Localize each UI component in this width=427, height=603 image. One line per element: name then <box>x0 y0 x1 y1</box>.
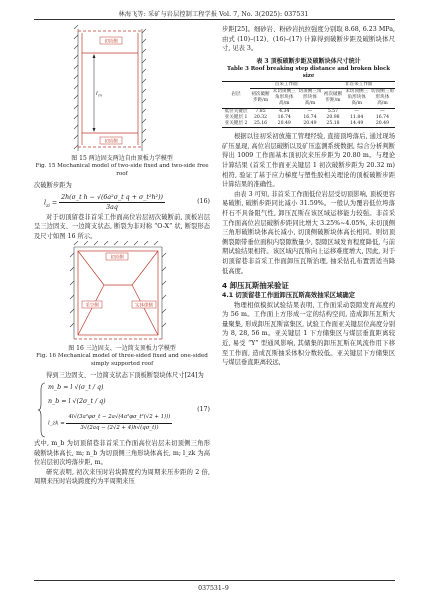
eq16-numerator: 2h(σ_t h − √(6a²σ_t q + σ_t²h²)) <box>59 193 165 204</box>
eq17-line2: n_b = l √(2σ_t / q) <box>48 397 106 405</box>
fig16-label-right: 实体煤侧 <box>135 303 153 309</box>
table3-cell: 25.16 <box>250 121 271 128</box>
table3-cell: 20.49 <box>370 121 395 128</box>
eq17-line3-denominator: 3√(2aq − (2√2 + 4)h√(qσ_t)) <box>80 424 159 431</box>
table3-cell: 低位关键层 <box>222 108 250 115</box>
table3-cell: 16.74 <box>375 114 390 120</box>
table3-col-header: 切顶侧三角形块体高/m <box>298 88 322 107</box>
fig16-label-top: 切顶侧 <box>110 255 124 261</box>
table3-cell: 5.57 <box>322 108 343 115</box>
eq17-line3-lhs: l_zk = <box>48 420 65 427</box>
paragraph-where: 式中, m_b 为切顶留巷非首采工作面高位岩层未切顶侧三角形破断块体高长, m; n_b 为切顶侧三角形块体高长, m; l_zk 为高位岩层初次垮落步距, m。 <box>34 439 210 467</box>
paragraph-block-size: 得到三边固支、一边简支状态下顶板断裂块体尺寸[24]为 <box>46 372 204 380</box>
table3-cell: 11.84 <box>350 114 364 120</box>
table3-cell: 20.49 <box>297 121 322 128</box>
section-4-1-heading: 4.1 切顶留巷工作面卸压瓦斯高效抽采区域确定 <box>222 292 355 300</box>
page-number: 037531–9 <box>198 585 229 592</box>
table3-cell: 16.74 <box>303 114 317 120</box>
table3-caption-cn: 表 3 顶板破断步距及破断块体尺寸统计 <box>256 57 361 65</box>
table3-cell: — <box>297 108 322 115</box>
table3-col-header: 未切顶侧三角形块体高/m <box>345 88 369 107</box>
table3-col-header: 初次破断步距/m <box>323 92 343 104</box>
paragraph-validation: 根据以往初采初放施工管理经验, 直接顶垮落后, 通过现场矿压显现, 高位岩层破断以及矿压监测系统数据, 综合分析判断得出 1009 工作面基本顶初次来压步距为 20.80 m。与理论计算结果 (首采工作面亚关键层 1 初次破断步距为 20.32 m) 相符, 验证了基于应力梯度与塑性胶相关理论的顶板破断步距计算结果的准确性。 <box>222 133 395 189</box>
paragraph-initial-break: 对于切顶留巷非首采工作面高位岩层初次破断前, 顶板岩层呈三边固支、一边简支状态, 断裂为非对称 “O-X” 状, 断裂形态及尺寸如图 16 所示。 <box>34 213 210 240</box>
fig16-caption-cn: 图 16 三边固支、一边简支顶板力学模型 <box>68 345 176 353</box>
equation-16: $l_{zi}$ = $\frac{\text{2h(σ\_t h − √(6a²σ\_t q + σ\_t²h²))}}{3aq}$ (16) <box>44 193 210 212</box>
fig15-caption-cn: 图 15 两边固支两边自由顶板力学模型 <box>71 155 173 162</box>
table3-rowhead: 岩层 <box>222 81 250 108</box>
table3-cell: 14.49 <box>344 121 370 128</box>
fig15-label-lm-sub: m <box>98 92 103 98</box>
eq17-line1: m_b = l √(σ_t / q) <box>48 383 104 391</box>
eq16-fraction <box>59 193 165 213</box>
equation-17 <box>34 381 210 439</box>
paragraph-research: 研究表明, 初次来压时岩块跨度约为周期来压步距的 2 倍, 周期来压时岩块跨度约为平周期来压 <box>34 468 210 486</box>
fig16-diagram <box>34 241 210 345</box>
table-3 <box>222 81 395 128</box>
eq17-brace <box>38 382 46 438</box>
running-header: 林海飞等: 采矿与岩层控制工程学报 Vol. 7, No. 3(2025): 037531 <box>118 11 309 18</box>
eq16-number: (16) <box>197 197 210 205</box>
header-rule <box>34 19 395 20</box>
left-column <box>34 25 210 487</box>
footer-rule <box>34 580 395 581</box>
figure-16 <box>34 241 210 345</box>
fig15-label-bottom: 切顶侧 <box>104 139 118 145</box>
fig16-caption-en: Fig. 16 Mechanical model of three-sided fixed and one-sided simply supported roof <box>36 353 208 367</box>
table3-cell: 20.32 <box>253 114 268 120</box>
table3-cell: 16.74 <box>277 114 291 120</box>
section-4-heading: 4 卸压瓦斯抽采验证 <box>222 281 289 291</box>
fig15-label-lm: l <box>96 91 98 97</box>
paragraph-table-analysis: 由表 3 可知, 非首采工作面低位岩层受切顶影响, 顶板更容易破断, 破断步距同比减小 31.59%。一般认为覆岩低位垮落杆石不具备阻气性, 卸压瓦斯在该区域运移能力较强。非首采工作面高位岩层破断步距同比增大 3.25%~4.05%, 未切顶侧三角形破断块体高长减小, 切顶侧破断块体高长相同。则切顶侧裂隙带垂位面积内裂隙数量少, 裂隙区域发育程度降低, 与前期试验结果相符。该区域内瓦斯向上运移难度增大, 因此, 对于切顶留巷非首采工作面卸压瓦斯治理, 抽采钻孔布置需适当降低高度。 <box>222 190 395 275</box>
eq16-denominator: 3aq <box>106 204 118 212</box>
figure-15 <box>34 25 210 155</box>
table-row <box>222 121 395 128</box>
table3-col-header: 切顶侧三角形块体高/m <box>370 88 394 107</box>
eq16-lhs: l <box>44 199 47 207</box>
table3-group-nonfirst: 非首采工作面 <box>322 81 395 88</box>
table3-cell: 4.34 <box>271 108 297 115</box>
right-column <box>222 25 395 368</box>
table3-cell: — <box>344 108 370 115</box>
table3-col-header: 初次破断步距/m <box>251 92 270 104</box>
fig15-label-top: 切顶侧 <box>104 39 118 45</box>
fig16-label-left: 采空侧 <box>85 303 99 309</box>
table3-group-first: 首采工作面 <box>250 81 322 88</box>
table3-cell: 20.98 <box>326 114 340 120</box>
text-second-break: 次破断步距为 <box>34 182 72 189</box>
table3-col-header: 未切顶侧三角形块体高/m <box>272 88 296 107</box>
table3-cell: 7.85 <box>250 108 271 115</box>
table3-cell: 亚关键层 1 <box>224 114 248 120</box>
eq17-line3-fraction <box>66 413 172 433</box>
table-row <box>222 108 395 115</box>
table3-cell: — <box>370 108 395 115</box>
eq17-number: (17) <box>197 405 210 413</box>
paragraph-simulation: 物理相似模拟试验结果表明, 工作面采动裂隙发育高度约为 56 m。工作面上方形成一定的结构空间, 造成卸压瓦斯大量聚集, 形成卸压瓦斯富集区, 试验工作面亚关键层位高度分别为 8, 28, 56 m。亚关键层 1 下方储集区与煤层垂直距离较近, 易受 “Y” 型通风影响, 其储集的卸压瓦斯在风流作用下移至工作面, 造成瓦斯抽采体积分数较低。亚关键层下方储集区与煤层垂直距离较远, <box>222 301 395 367</box>
table3-cell: 亚关键层 2 <box>222 121 250 128</box>
fig15-diagram <box>34 25 210 155</box>
eq17-line3-numerator: 4l√(3a²φσ_t − 2a√(4a²φσ_t²(√2 + 1))) <box>66 413 172 424</box>
table3-cell: 20.49 <box>271 121 297 128</box>
table3-caption-en: Table 3 Roof breaking step distance and broken block size <box>226 65 391 80</box>
paragraph-step: 步距[25]。细砂岩、粉砂岩抗拉强度分别取 8.68, 6.23 MPa, 由式 (10)–(12)、(16)–(17) 计算得到破断步距及破断块体尺寸, 见表 3。 <box>222 26 395 53</box>
eq16-lhs-sub: zi <box>46 203 50 209</box>
fig15-caption-en: Fig. 15 Mechanical model of two-side fixed and two-side free roof <box>35 163 209 177</box>
table3-cell: 25.18 <box>322 121 343 128</box>
